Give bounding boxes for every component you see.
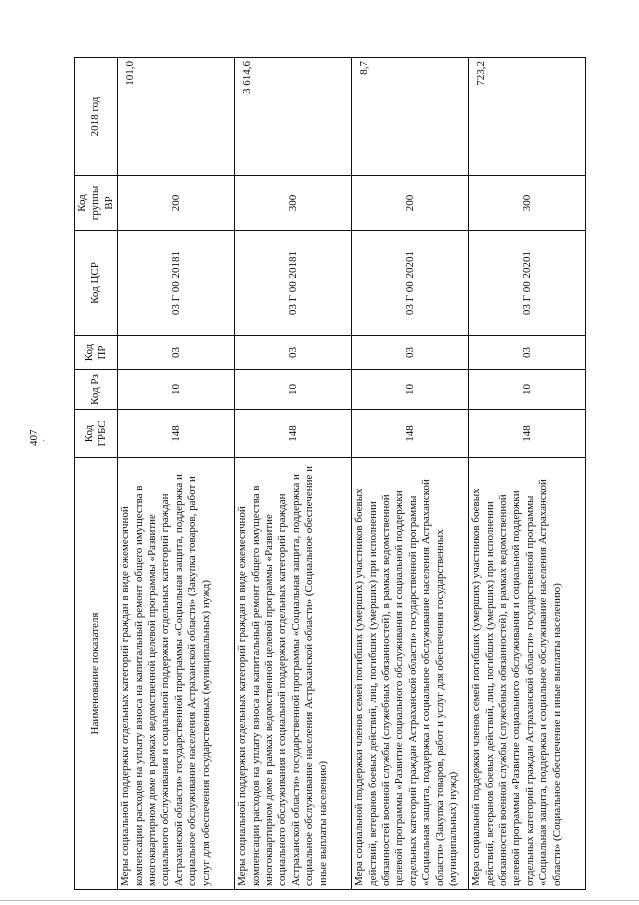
cell-vr: 300 xyxy=(469,176,586,231)
cell-csr: 03 Г 00 20201 xyxy=(352,231,469,336)
cell-rz: 10 xyxy=(352,370,469,410)
cell-grbs: 148 xyxy=(235,410,352,458)
cell-rz: 10 xyxy=(118,370,235,410)
cell-name: Мера социальной поддержки членов семей погибших (умерших) участников боевых действий, ветеранов боевых действий, лиц, погибших (умерших) при исполнении обязанностей военной службы (служебных обязанностей), в рамках ведомственной целевой программы «Развитие социального обслуживания и социальной поддержки отдельных категорий граждан Астраханской области» государственной программы «Социальная защита, поддержка и социальное обслуживание населения Астраханской области» (Социальное обеспечение и иные выплаты населению) xyxy=(469,458,586,890)
cell-vr: 300 xyxy=(235,176,352,231)
cell-amount: 723,2 xyxy=(469,58,586,176)
header-name: Наименование показателя xyxy=(75,458,118,890)
table-row xyxy=(352,58,469,890)
header-rz: Код Рз xyxy=(75,370,118,410)
cell-vr: 200 xyxy=(118,176,235,231)
cell-pr: 03 xyxy=(118,336,235,370)
rotated-table-container xyxy=(74,58,584,890)
cell-name: Меры социальной поддержки отдельных категорий граждан в виде ежемесячной компенсации расходов на уплату взноса на капитальный ремонт общего имущества в многоквартирном доме в рамках ведомственной целевой программы «Развитие социального обслуживания и социальной поддержки отдельных категорий граждан Астраханской области» государственной программы «Социальная защита, поддержка и социальное обслуживание населения Астраханской области» (Закупка товаров, работ и услуг для обеспечения государственных (муниципальных) нужд) xyxy=(118,458,235,890)
page-number: 407 xyxy=(28,429,40,446)
cell-pr: 03 xyxy=(235,336,352,370)
cell-rz: 10 xyxy=(235,370,352,410)
cell-csr: 03 Г 00 20181 xyxy=(118,231,235,336)
cell-csr: 03 Г 00 20201 xyxy=(469,231,586,336)
cell-pr: 03 xyxy=(469,336,586,370)
table-row xyxy=(118,58,235,890)
cell-grbs: 148 xyxy=(352,410,469,458)
cell-amount: 8,7 xyxy=(352,58,469,176)
header-csr: Код ЦСР xyxy=(75,231,118,336)
cell-grbs: 148 xyxy=(118,410,235,458)
table-row xyxy=(469,58,586,890)
cell-csr: 03 Г 00 20181 xyxy=(235,231,352,336)
header-grbs: Код ГРБС xyxy=(75,410,118,458)
header-vr: Код группы ВР xyxy=(75,176,118,231)
budget-table xyxy=(74,57,586,890)
cell-amount: 101,0 xyxy=(118,58,235,176)
cell-name: Меры социальной поддержки отдельных категорий граждан в виде ежемесячной компенсации расходов на уплату взноса на капитальный ремонт общего имущества в многоквартирном доме в рамках ведомственной целевой программы «Развитие социального обслуживания и социальной поддержки отдельных категорий граждан Астраханской области» государственной программы «Социальная защита, поддержка и социальное обслуживание населения Астраханской области» (Социальное обеспечение и иные выплаты населению) xyxy=(235,458,352,890)
page-edge-divider xyxy=(0,900,639,901)
table-header-row xyxy=(75,58,118,890)
cell-rz: 10 xyxy=(469,370,586,410)
cell-amount: 3 614,6 xyxy=(235,58,352,176)
cell-vr: 200 xyxy=(352,176,469,231)
scan-mark: · xyxy=(42,436,46,447)
cell-pr: 03 xyxy=(352,336,469,370)
header-year-2018: 2018 год xyxy=(75,58,118,176)
cell-name: Мера социальной поддержки членов семей погибших (умерших) участников боевых действий, ветеранов боевых действий, лиц, погибших (умерших) при исполнении обязанностей военной службы (служебных обязанностей), в рамках ведомственной целевой программы «Развитие социального обслуживания и социальной поддержки отдельных категорий граждан Астраханской области» государственной программы «Социальная защита, поддержка и социальное обслуживание населения Астраханской области» (Закупка товаров, работ и услуг для обеспечения государственных (муниципальных) нужд) xyxy=(352,458,469,890)
header-pr: Код ПР xyxy=(75,336,118,370)
table-row xyxy=(235,58,352,890)
cell-grbs: 148 xyxy=(469,410,586,458)
